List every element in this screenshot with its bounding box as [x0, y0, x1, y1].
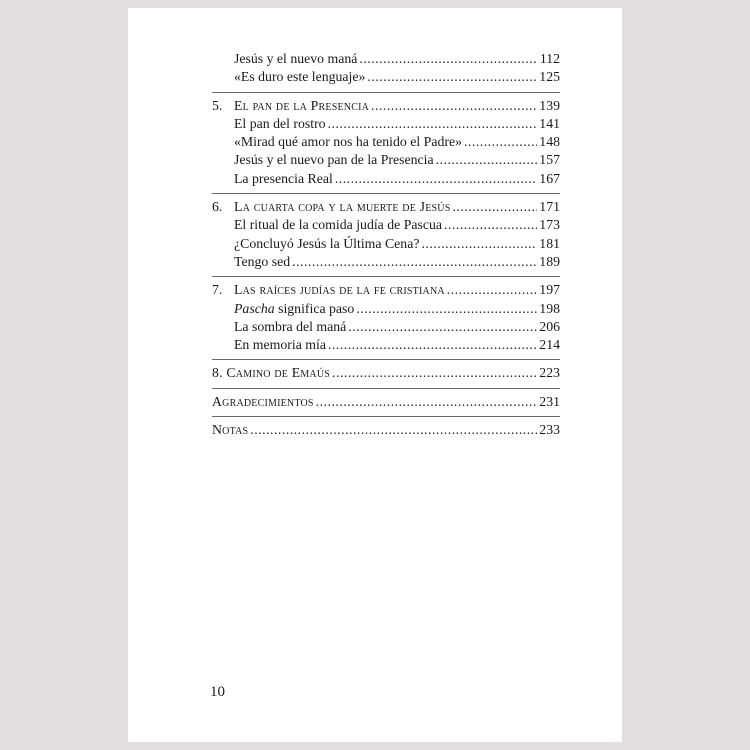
chapter-separator	[212, 193, 560, 194]
toc-entry	[212, 300, 560, 318]
toc-entry-title: El pan del rostro	[234, 115, 326, 131]
chapter-title: El pan de la Presencia	[234, 97, 370, 113]
toc-entry-title: Jesús y el nuevo pan de la Presencia	[234, 152, 434, 168]
toc-entry-page: 125	[539, 69, 560, 85]
toc-entry-page: 167	[539, 170, 560, 186]
chapter-separator	[212, 416, 560, 417]
toc-back-matter	[212, 421, 560, 439]
chapter-title: 8. Camino de Emaús	[212, 365, 331, 381]
dot-leader	[359, 50, 537, 68]
chapter-number: 7.	[212, 282, 223, 298]
back-matter-page: 231	[539, 393, 560, 409]
dot-leader	[436, 151, 538, 169]
toc-entry-page: 148	[539, 134, 560, 150]
dot-leader	[328, 336, 537, 354]
dot-leader	[348, 318, 537, 336]
dot-leader	[367, 68, 537, 86]
book-page	[128, 8, 622, 742]
toc-entry-title-italic: Pascha	[234, 300, 275, 316]
dot-leader	[444, 216, 537, 234]
toc-entry	[212, 115, 560, 133]
dot-leader	[250, 421, 537, 439]
dot-leader	[464, 133, 537, 151]
toc-chapter-heading	[212, 281, 560, 299]
toc-entry	[212, 133, 560, 151]
toc-chapter-heading	[212, 97, 560, 115]
chapter-page: 139	[539, 97, 560, 113]
chapter-title: La cuarta copa y la muerte de Jesús	[234, 199, 451, 215]
dot-leader	[371, 97, 537, 115]
toc-entry-title: La presencia Real	[234, 170, 333, 186]
back-matter-title: Notas	[212, 422, 249, 438]
chapter-number: 5.	[212, 97, 223, 113]
back-matter-title: Agradecimientos	[212, 393, 314, 409]
dot-leader	[447, 281, 538, 299]
toc-back-matter	[212, 393, 560, 411]
toc-entry-page: 173	[539, 217, 560, 233]
toc-entry-title-rest: significa paso	[274, 300, 355, 316]
toc-entry-page: 141	[539, 115, 560, 131]
chapter-page: 197	[539, 282, 560, 298]
table-of-contents	[212, 50, 560, 439]
toc-chapter-heading	[212, 364, 560, 382]
toc-entry-title: ¿Concluyó Jesús la Última Cena?	[234, 235, 420, 251]
chapter-separator	[212, 276, 560, 277]
toc-entry-page: 198	[539, 300, 560, 316]
toc-entry	[212, 170, 560, 188]
toc-entry	[212, 216, 560, 234]
chapter-page: 171	[539, 199, 560, 215]
toc-entry-title: Jesús y el nuevo maná	[234, 51, 358, 66]
toc-entry-page: 214	[539, 337, 560, 353]
toc-entry	[212, 50, 560, 68]
chapter-separator	[212, 92, 560, 93]
chapter-page: 223	[539, 365, 560, 381]
toc-entry-title: «Es duro este lenguaje»	[234, 69, 366, 85]
dot-leader	[335, 170, 537, 188]
toc-entry-title: «Mirad qué amor nos ha tenido el Padre»	[234, 134, 462, 150]
chapter-title: Las raíces judías de la fe cristiana	[234, 282, 445, 298]
toc-entry	[212, 318, 560, 336]
toc-entry-title: Tengo sed	[234, 253, 291, 269]
chapter-separator	[212, 388, 560, 389]
toc-chapter-heading	[212, 198, 560, 216]
toc-entry-page: 189	[539, 253, 560, 269]
chapter-number: 6.	[212, 199, 223, 215]
toc-entry-page: 112	[539, 51, 560, 66]
dot-leader	[452, 198, 537, 216]
dot-leader	[316, 393, 538, 411]
toc-entry	[212, 68, 560, 86]
toc-entry-page: 157	[539, 152, 560, 168]
toc-entry-title: El ritual de la comida judía de Pascua	[234, 217, 443, 233]
toc-entry-title: La sombra del maná	[234, 318, 347, 334]
toc-entry-page: 206	[539, 318, 560, 334]
dot-leader	[328, 115, 538, 133]
back-matter-page: 233	[539, 422, 560, 438]
dot-leader	[421, 235, 537, 253]
toc-entry-title: En memoria mía	[234, 337, 326, 353]
chapter-separator	[212, 359, 560, 360]
dot-leader	[332, 364, 537, 382]
toc-entry	[212, 253, 560, 271]
toc-entry	[212, 336, 560, 354]
toc-entry	[212, 151, 560, 169]
dot-leader	[356, 300, 537, 318]
page-number: 10	[210, 684, 225, 700]
toc-entry	[212, 235, 560, 253]
dot-leader	[292, 253, 537, 271]
toc-entry-title	[234, 300, 354, 318]
toc-entry-page: 181	[539, 235, 560, 251]
